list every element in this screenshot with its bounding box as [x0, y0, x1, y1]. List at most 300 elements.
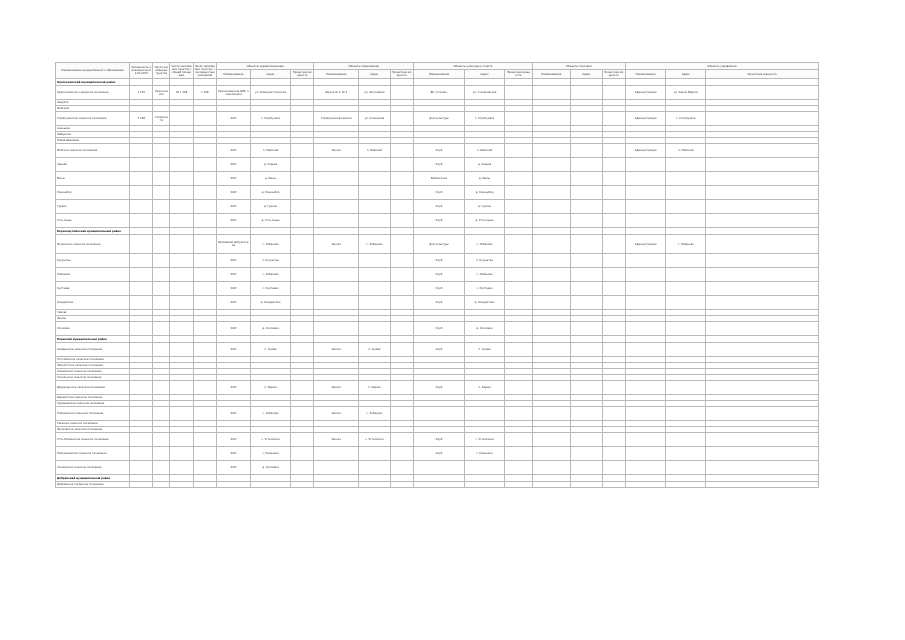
row-stat-cell — [193, 144, 216, 158]
row-object-cell — [602, 296, 625, 310]
row-stat-cell — [130, 79, 153, 86]
row-object-cell — [570, 144, 602, 158]
row-object-cell — [666, 79, 706, 86]
row-object-cell: ФАП — [217, 381, 251, 395]
row-stat-cell — [193, 433, 216, 447]
table-row — [56, 381, 855, 395]
row-object-cell — [291, 254, 314, 268]
row-object-cell — [666, 407, 706, 421]
row-object-cell — [570, 186, 602, 200]
row-object-cell: д. Усть-Сыны — [464, 214, 504, 228]
row-object-cell — [570, 461, 602, 475]
row-object-cell — [532, 482, 570, 488]
row-object-cell — [666, 433, 706, 447]
row-object-cell: п. Ферма — [250, 381, 290, 395]
row-name: Сокольское сельское поселение — [56, 375, 130, 381]
row-stat-cell — [153, 268, 170, 282]
row-object-cell — [625, 322, 665, 336]
row-object-cell — [390, 228, 413, 235]
row-object-cell — [291, 144, 314, 158]
row-object-cell — [414, 461, 465, 475]
row-object-cell — [666, 336, 706, 343]
row-object-cell — [666, 214, 706, 228]
row-stat-cell — [153, 186, 170, 200]
row-object-cell — [217, 228, 251, 235]
row-stat-cell — [170, 282, 193, 296]
row-object-cell — [358, 282, 390, 296]
row-object-cell: д. Хохловка — [250, 461, 290, 475]
row-object-cell: Стряпунинская школа — [314, 112, 359, 126]
row-stat-cell — [130, 228, 153, 235]
row-object-cell — [505, 235, 533, 254]
row-object-cell — [291, 282, 314, 296]
row-object-cell — [505, 200, 533, 214]
table-row — [56, 200, 855, 214]
row-object-cell — [250, 79, 290, 86]
row-object-cell — [358, 475, 390, 482]
row-object-cell: ФАП — [217, 186, 251, 200]
row-object-cell: д. Хохловка — [464, 322, 504, 336]
row-object-cell — [358, 322, 390, 336]
row-object-cell — [414, 475, 465, 482]
header-subcolumn: Проектная мощность — [505, 70, 533, 79]
header-subcolumn: Наименование — [414, 70, 465, 79]
row-object-cell — [505, 268, 533, 282]
row-object-cell — [570, 482, 602, 488]
row-object-cell — [464, 336, 504, 343]
row-object-cell — [570, 228, 602, 235]
row-object-cell — [217, 475, 251, 482]
row-object-cell — [625, 407, 665, 421]
row-object-cell: с. Култаево — [464, 282, 504, 296]
row-object-cell — [505, 336, 533, 343]
row-object-cell — [570, 79, 602, 86]
settlement-objects-table — [55, 62, 855, 488]
row-object-cell: Администрация — [625, 144, 665, 158]
row-object-cell — [625, 447, 665, 461]
row-object-cell — [706, 79, 818, 86]
row-object-cell: д. Мысы — [464, 172, 504, 186]
row-stat-cell — [193, 186, 216, 200]
row-object-cell — [666, 186, 706, 200]
row-object-cell — [532, 407, 570, 421]
row-name: Кукуштан — [56, 254, 130, 268]
row-object-cell — [666, 268, 706, 282]
row-object-cell — [706, 172, 818, 186]
row-object-cell — [532, 268, 570, 282]
row-object-cell: ул. Гознаковская — [464, 86, 504, 100]
row-object-cell — [570, 172, 602, 186]
row-object-cell — [570, 214, 602, 228]
row-stat-cell — [130, 461, 153, 475]
row-object-cell: Клуб — [414, 322, 465, 336]
row-name: Гамово — [56, 310, 130, 316]
row-name: Гурино — [56, 200, 130, 214]
row-stat-cell — [130, 407, 153, 421]
row-object-cell — [505, 482, 533, 488]
row-object-cell — [602, 79, 625, 86]
row-object-cell — [217, 336, 251, 343]
row-stat-cell — [170, 112, 193, 126]
row-object-cell: д. Кондратово — [250, 296, 290, 310]
row-name: Краснокамское городское поселение — [56, 86, 130, 100]
row-object-cell — [314, 482, 359, 488]
row-object-cell — [706, 296, 818, 310]
row-name: Курашимское сельское поселение — [56, 401, 130, 407]
row-object-cell — [532, 447, 570, 461]
row-object-cell — [666, 296, 706, 310]
row-object-cell — [358, 214, 390, 228]
row-object-cell — [505, 158, 533, 172]
row-stat-cell — [193, 79, 216, 86]
row-name: Ананьино — [56, 126, 130, 132]
row-stat-cell — [193, 482, 216, 488]
row-object-cell — [602, 200, 625, 214]
row-object-cell — [706, 144, 818, 158]
row-object-cell — [666, 343, 706, 357]
row-stat-cell — [170, 172, 193, 186]
row-stat-cell — [193, 254, 216, 268]
row-object-cell — [532, 282, 570, 296]
row-object-cell — [602, 461, 625, 475]
row-object-cell — [390, 86, 413, 100]
row-object-cell: ул. Карла Маркса — [666, 86, 706, 100]
row-object-cell: Клуб — [414, 158, 465, 172]
row-object-cell — [505, 407, 533, 421]
row-stat-cell — [153, 475, 170, 482]
row-object-cell — [706, 336, 818, 343]
row-object-cell: ФАП — [217, 433, 251, 447]
row-object-cell: ФАП — [217, 447, 251, 461]
row-object-cell — [505, 214, 533, 228]
row-object-cell — [390, 475, 413, 482]
row-object-cell — [464, 228, 504, 235]
row-object-cell — [505, 343, 533, 357]
row-object-cell — [602, 407, 625, 421]
row-object-cell — [505, 447, 533, 461]
row-object-cell: Клуб — [414, 282, 465, 296]
row-object-cell — [706, 322, 818, 336]
row-object-cell — [666, 254, 706, 268]
row-object-cell — [666, 158, 706, 172]
row-object-cell — [706, 186, 818, 200]
row-stat-cell — [193, 447, 216, 461]
row-stat-cell — [130, 322, 153, 336]
row-name: Майский — [56, 106, 130, 112]
row-object-cell: Клуб — [414, 268, 465, 282]
row-object-cell — [358, 268, 390, 282]
row-object-cell — [625, 482, 665, 488]
row-object-cell: д. Гурино — [464, 200, 504, 214]
row-object-cell — [666, 282, 706, 296]
row-name: Мысы — [56, 172, 130, 186]
row-object-cell: Клуб — [414, 214, 465, 228]
row-object-cell — [217, 79, 251, 86]
row-object-cell — [250, 482, 290, 488]
row-stat-cell — [193, 172, 216, 186]
row-object-cell — [314, 228, 359, 235]
row-object-cell — [706, 433, 818, 447]
row-object-cell — [706, 475, 818, 482]
row-object-cell — [291, 343, 314, 357]
header-group-culture: Объекты культуры и спорта — [414, 63, 533, 70]
row-name: Оверята — [56, 100, 130, 106]
row-stat-cell — [170, 228, 193, 235]
row-object-cell: ФАП — [217, 282, 251, 296]
row-object-cell — [602, 214, 625, 228]
row-object-cell: ФАП — [217, 322, 251, 336]
row-object-cell — [314, 461, 359, 475]
header-group-trade: Объекты торговли — [532, 63, 625, 70]
row-stat-cell — [170, 447, 193, 461]
row-object-cell — [390, 186, 413, 200]
row-object-cell: п. Сылва — [250, 343, 290, 357]
row-stat-cell — [193, 296, 216, 310]
row-object-cell: п. Кукуштан — [464, 254, 504, 268]
row-object-cell: с. Лобаново — [358, 407, 390, 421]
row-object-cell — [291, 86, 314, 100]
row-object-cell — [358, 79, 390, 86]
row-object-cell — [314, 158, 359, 172]
row-object-cell: Клуб — [414, 200, 465, 214]
row-object-cell: Школа — [314, 407, 359, 421]
row-stat-cell — [170, 214, 193, 228]
row-object-cell: п. Сылва — [358, 343, 390, 357]
row-name: Новая Ивановка — [56, 138, 130, 144]
row-object-cell: ФАП — [217, 296, 251, 310]
row-stat-cell — [193, 336, 216, 343]
table-row — [56, 336, 855, 343]
row-object-cell: Дом культуры — [414, 112, 465, 126]
row-stat-cell — [130, 200, 153, 214]
row-object-cell — [532, 86, 570, 100]
row-stat-cell — [193, 461, 216, 475]
row-object-cell — [390, 158, 413, 172]
row-object-cell — [532, 254, 570, 268]
row-object-cell: д. Черная — [464, 158, 504, 172]
row-stat-cell — [130, 475, 153, 482]
row-object-cell — [358, 172, 390, 186]
row-object-cell — [602, 235, 625, 254]
row-object-cell — [532, 322, 570, 336]
row-stat-cell — [130, 482, 153, 488]
row-object-cell — [291, 407, 314, 421]
row-object-cell — [706, 343, 818, 357]
row-stat-cell — [170, 336, 193, 343]
row-object-cell: п. Сылва — [464, 343, 504, 357]
row-object-cell — [358, 296, 390, 310]
row-object-cell: Клуб — [414, 144, 465, 158]
row-object-cell — [291, 433, 314, 447]
row-object-cell — [625, 336, 665, 343]
table-row — [56, 461, 855, 475]
row-object-cell: Клуб — [414, 433, 465, 447]
row-object-cell — [706, 447, 818, 461]
row-object-cell — [666, 228, 706, 235]
row-object-cell — [314, 200, 359, 214]
row-stat-cell — [130, 214, 153, 228]
row-object-cell: с. Пальники — [464, 447, 504, 461]
row-object-cell — [666, 461, 706, 475]
row-object-cell — [532, 112, 570, 126]
row-object-cell: Клуб — [414, 296, 465, 310]
row-stat-cell — [193, 475, 216, 482]
row-object-cell: с. Лобаново — [250, 235, 290, 254]
row-object-cell — [414, 79, 465, 86]
row-object-cell: Клуб — [414, 186, 465, 200]
row-stat-cell: 18 7 158 — [170, 86, 193, 100]
row-object-cell — [706, 112, 818, 126]
row-stat-cell — [193, 282, 216, 296]
row-object-cell — [505, 433, 533, 447]
row-object-cell: Администрация — [625, 86, 665, 100]
header-subcolumn: Адрес — [666, 70, 706, 79]
row-object-cell — [390, 381, 413, 395]
row-object-cell: Клуб — [414, 343, 465, 357]
row-object-cell — [570, 282, 602, 296]
row-object-cell — [390, 235, 413, 254]
header-subcolumn: Адрес — [250, 70, 290, 79]
row-object-cell — [602, 172, 625, 186]
table-row — [56, 475, 855, 482]
row-object-cell — [314, 254, 359, 268]
row-stat-cell — [170, 475, 193, 482]
header-row-groups — [56, 63, 855, 70]
row-object-cell: д. Усть-Сыны — [250, 214, 290, 228]
row-object-cell: д. Гурино — [250, 200, 290, 214]
header-subcolumn: Проектная мощность — [390, 70, 413, 79]
row-object-cell — [505, 282, 533, 296]
row-object-cell — [625, 433, 665, 447]
row-stat-cell — [193, 228, 216, 235]
row-object-cell — [314, 186, 359, 200]
row-object-cell — [625, 158, 665, 172]
row-object-cell — [532, 214, 570, 228]
header-name: Наименование муниципального образования — [56, 63, 130, 79]
table-row — [56, 482, 855, 488]
row-object-cell — [625, 200, 665, 214]
row-name: Лобаново — [56, 268, 130, 282]
header-group-health: Объекты здравоохранения — [217, 63, 314, 70]
row-object-cell: Библиотека — [414, 172, 465, 186]
header-group-admin: Объекты управления — [625, 63, 818, 70]
row-stat-cell: 1 155 — [130, 86, 153, 100]
row-object-cell: Школа — [314, 343, 359, 357]
row-object-cell: п. Майский — [250, 144, 290, 158]
row-object-cell — [291, 296, 314, 310]
row-object-cell — [505, 381, 533, 395]
row-stat-cell — [130, 336, 153, 343]
row-name: Юго-Камское сельское поселение — [56, 357, 130, 363]
row-object-cell: Администрация — [625, 235, 665, 254]
header-subcolumn: Наименование — [625, 70, 665, 79]
row-object-cell — [314, 214, 359, 228]
row-stat-cell — [130, 282, 153, 296]
row-object-cell — [570, 296, 602, 310]
row-object-cell: с. Усть-Качка — [464, 433, 504, 447]
row-object-cell — [706, 158, 818, 172]
row-name: Кондратово — [56, 296, 130, 310]
table-row — [56, 282, 855, 296]
row-object-cell — [602, 228, 625, 235]
row-object-cell — [625, 186, 665, 200]
row-object-cell: ул. Шоссейная — [358, 86, 390, 100]
row-name: Добрянский муниципальный район — [56, 475, 130, 482]
row-object-cell: с. Култаево — [250, 282, 290, 296]
row-object-cell — [706, 200, 818, 214]
table-row — [56, 254, 855, 268]
row-stat-cell — [170, 461, 193, 475]
row-object-cell — [625, 461, 665, 475]
row-object-cell: п. Майский — [666, 144, 706, 158]
row-object-cell — [570, 86, 602, 100]
table-row — [56, 112, 855, 126]
row-object-cell — [390, 322, 413, 336]
row-stat-cell — [130, 158, 153, 172]
row-stat-cell: Стряпунята — [153, 112, 170, 126]
row-stat-cell — [153, 282, 170, 296]
table-row — [56, 214, 855, 228]
row-object-cell — [602, 282, 625, 296]
row-object-cell — [464, 79, 504, 86]
row-object-cell — [217, 482, 251, 488]
row-stat-cell: 1 198 — [193, 86, 216, 100]
row-object-cell — [570, 433, 602, 447]
row-object-cell: ФАП — [217, 461, 251, 475]
row-object-cell — [666, 381, 706, 395]
header-subcolumn: Наименование — [532, 70, 570, 79]
row-stat-cell — [130, 296, 153, 310]
row-object-cell — [602, 482, 625, 488]
row-object-cell: с. Пальники — [250, 447, 290, 461]
row-object-cell — [570, 343, 602, 357]
row-stat-cell — [153, 296, 170, 310]
table-row — [56, 172, 855, 186]
row-stat-cell — [193, 214, 216, 228]
header-subcolumn: Проектная мощность — [291, 70, 314, 79]
row-object-cell — [414, 336, 465, 343]
row-object-cell — [505, 172, 533, 186]
row-object-cell — [706, 282, 818, 296]
row-object-cell — [706, 461, 818, 475]
row-object-cell: ФАП — [217, 268, 251, 282]
table-row — [56, 228, 855, 235]
row-stat-cell — [130, 235, 153, 254]
table-row — [56, 447, 855, 461]
row-object-cell — [390, 112, 413, 126]
row-object-cell — [532, 228, 570, 235]
row-object-cell — [532, 172, 570, 186]
row-stat-cell — [153, 322, 170, 336]
row-object-cell: д. Кондратово — [464, 296, 504, 310]
row-object-cell — [570, 475, 602, 482]
row-object-cell: ФАП — [217, 172, 251, 186]
row-stat-cell — [130, 447, 153, 461]
row-name: Заболотское сельское поселение — [56, 363, 130, 369]
row-object-cell — [505, 322, 533, 336]
row-object-cell — [464, 407, 504, 421]
row-object-cell — [390, 172, 413, 186]
row-object-cell — [291, 112, 314, 126]
row-name: Усть-Качкинское сельское поселение — [56, 433, 130, 447]
row-stat-cell — [193, 112, 216, 126]
row-stat-cell — [170, 144, 193, 158]
row-object-cell — [291, 461, 314, 475]
table-row — [56, 296, 855, 310]
table-row — [56, 235, 855, 254]
row-object-cell: д. Конец-Бор — [250, 186, 290, 200]
row-stat-cell — [153, 482, 170, 488]
